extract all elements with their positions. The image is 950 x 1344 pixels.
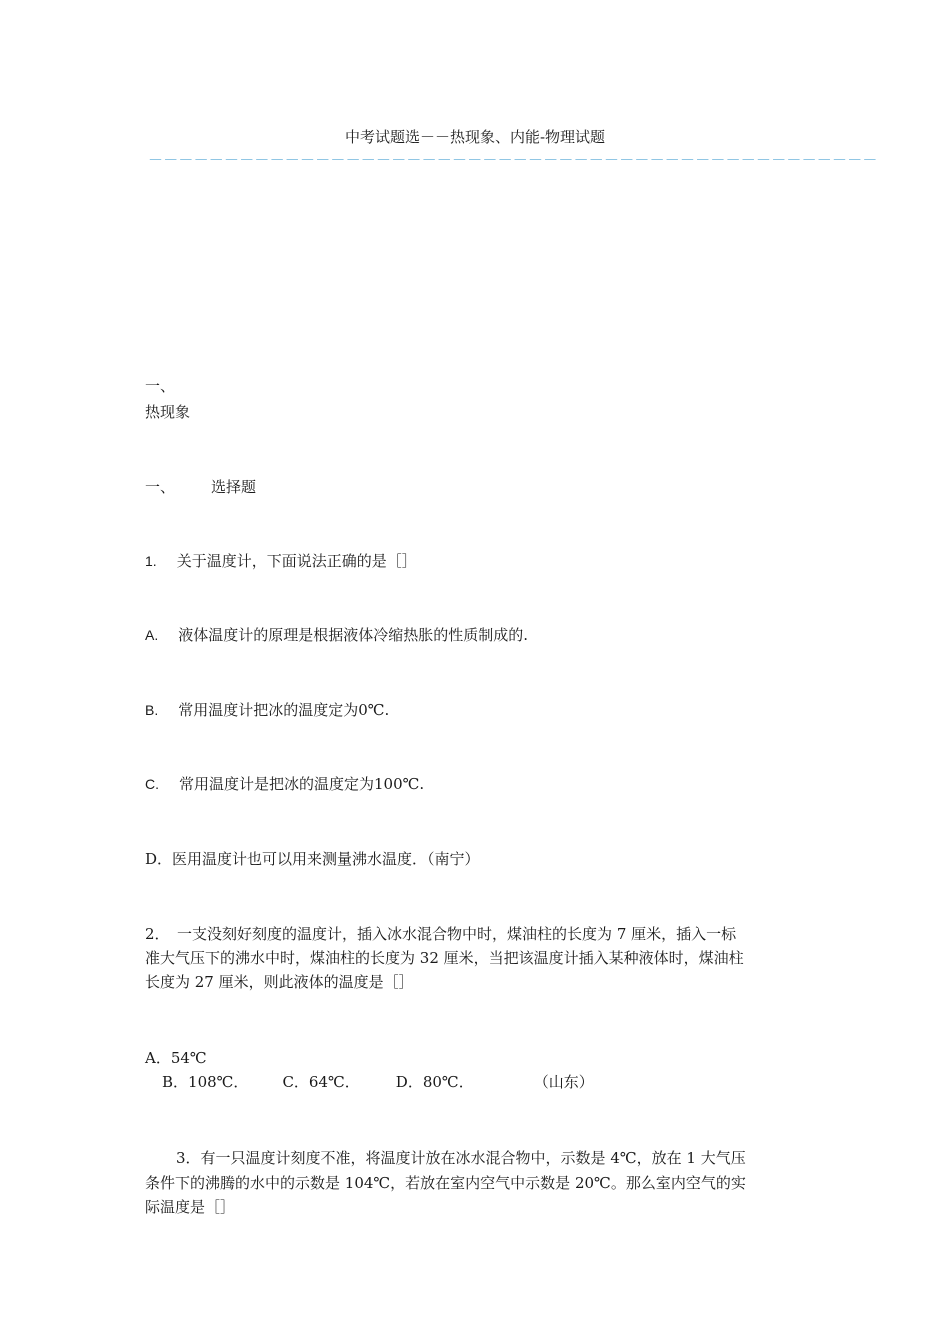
question-1-option-d: D．医用温度计也可以用来测量沸水温度．（南宁）	[145, 850, 480, 868]
question-2-option-b: B．108℃．	[162, 1073, 249, 1091]
question-1-text: 关于温度计，下面说法正确的是［］	[176, 552, 417, 570]
section-heading	[145, 475, 807, 499]
chapter-number: 一、	[145, 377, 176, 395]
question-2-options-bcd	[162, 1070, 824, 1094]
question-1-option-a	[145, 623, 807, 647]
question-2-stem-line-2: 准大气压下的沸水中时，煤油柱的长度为 32 厘米，当把该温度计插入某种液体时，煤油柱	[145, 949, 744, 967]
question-1-option-c	[145, 772, 807, 796]
option-a-text: 液体温度计的原理是根据液体冷缩热胀的性质制成的.	[178, 626, 529, 644]
option-c-label: C.	[145, 776, 159, 792]
question-2-option-d: D．80℃．	[395, 1073, 474, 1091]
question-2-option-c: C．64℃．	[282, 1073, 360, 1091]
option-c-text: 常用温度计是把冰的温度定为100℃.	[179, 775, 425, 793]
section-title: 选择题	[211, 478, 257, 496]
section-number: 一、	[145, 478, 176, 496]
question-2-option-a: A．54℃	[145, 1049, 207, 1067]
title-rule: －－－－－－－－－－－－－－－－－－－－－－－－－－－－－－－－－－－－－－－－－－－－－－－－	[148, 151, 878, 169]
question-3-stem-line-3: 际温度是［］	[145, 1198, 236, 1216]
question-3-stem-line-1: 3．有一只温度计刻度不准，将温度计放在冰水混合物中，示数是 4℃，放在 1 大气压	[176, 1149, 746, 1167]
question-2-stem-line-3: 长度为 27 厘米，则此液体的温度是［］	[145, 973, 414, 991]
option-a-label: A.	[145, 627, 159, 643]
option-b-text: 常用温度计把冰的温度定为0℃.	[178, 701, 390, 719]
document-title: 中考试题选－－热现象、内能-物理试题	[344, 128, 606, 146]
question-3-stem-line-2: 条件下的沸腾的水中的示数是 104℃，若放在室内空气中示数是 20℃。那么室内空气的实	[145, 1174, 746, 1192]
question-2-source: （山东）	[533, 1073, 594, 1091]
chapter-title: 热现象	[145, 403, 191, 421]
option-b-label: B.	[145, 702, 159, 718]
question-1-number: 1.	[145, 553, 157, 569]
question-1-option-b	[145, 698, 807, 722]
question-1-stem	[145, 549, 807, 573]
question-2-stem-line-1: 2． 一支没刻好刻度的温度计，插入冰水混合物中时，煤油柱的长度为 7 厘米，插入一标	[145, 925, 737, 943]
